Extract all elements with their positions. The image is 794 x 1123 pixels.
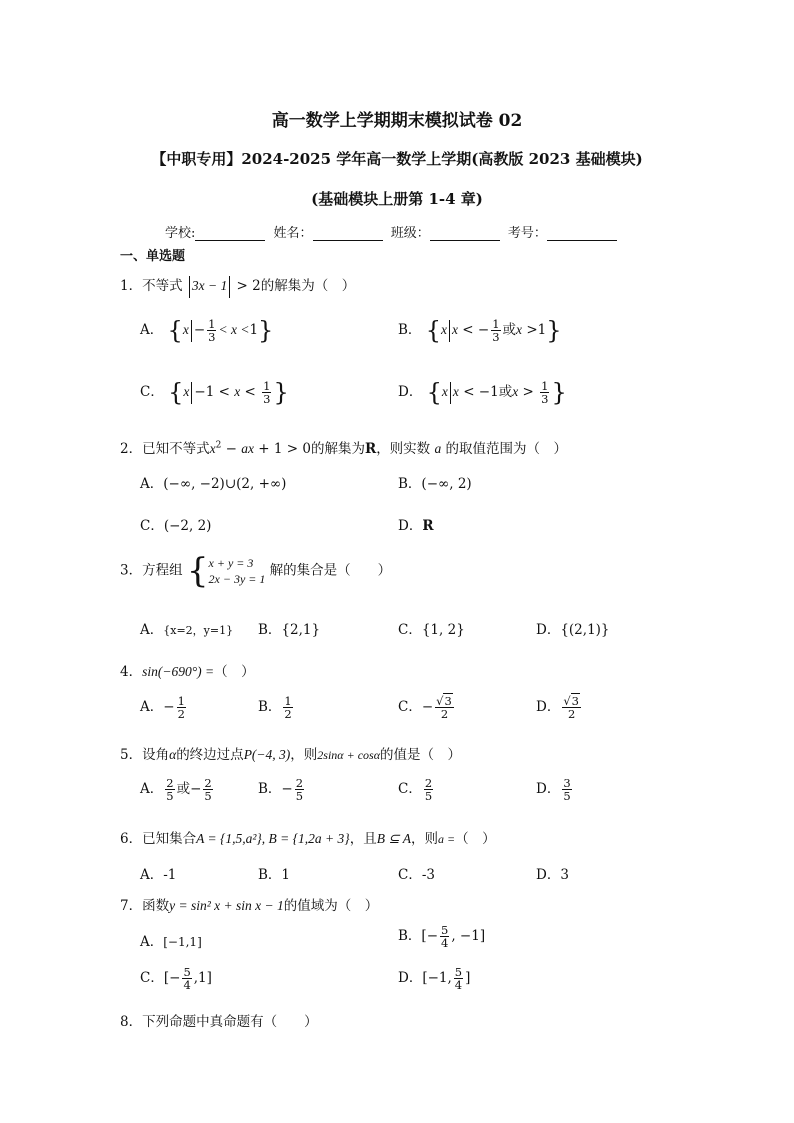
option-label: A． bbox=[140, 867, 164, 883]
option-b[interactable]: B．[− $\frac{5}{4}$ , −1] bbox=[398, 923, 486, 951]
option-d[interactable] bbox=[398, 514, 434, 534]
question-text: 下列命题中真命题有（ ） bbox=[142, 1014, 318, 1030]
option-value: 1 bbox=[281, 867, 291, 883]
option-label: B． bbox=[258, 867, 282, 883]
option-label: B． bbox=[258, 781, 282, 798]
question-8 bbox=[120, 1010, 318, 1030]
option-label: D． bbox=[398, 384, 423, 401]
question-4 bbox=[120, 660, 255, 680]
option-c[interactable]: C．[− $\frac{5}{4}$ ,1] bbox=[140, 965, 212, 993]
option-b[interactable] bbox=[258, 618, 320, 638]
option-label: C． bbox=[398, 622, 422, 638]
question-expression: > 2 bbox=[236, 278, 261, 294]
option-value: [−1,1] bbox=[163, 935, 202, 949]
option-label: D． bbox=[536, 781, 561, 798]
section-heading: 一、单选题 bbox=[120, 249, 186, 264]
or-text: 或 bbox=[176, 781, 191, 798]
option-d[interactable]: D． {x x < −1或x > $\frac{1}{3}$ } bbox=[398, 378, 567, 407]
option-label: C． bbox=[398, 867, 422, 883]
option-label: D． bbox=[398, 518, 423, 534]
exam-number-label: 考号： bbox=[507, 226, 547, 241]
question-text: 函数 bbox=[142, 898, 170, 914]
option-label: A． bbox=[140, 476, 164, 492]
question-text: 解的集合是（ ） bbox=[269, 562, 392, 579]
equation-row: 2x − 3y = 1 bbox=[208, 572, 266, 586]
option-c[interactable] bbox=[398, 863, 435, 883]
question-text: ，则实数 bbox=[376, 441, 431, 457]
question-expression: a = bbox=[438, 832, 456, 846]
name-blank bbox=[313, 228, 383, 241]
option-d[interactable]: D． $\frac{√3}{2}$ bbox=[536, 694, 579, 722]
option-label: C． bbox=[140, 518, 164, 534]
question-text: ，则 bbox=[411, 831, 439, 847]
question-text: （ ） bbox=[214, 664, 255, 680]
option-b[interactable] bbox=[258, 863, 290, 883]
option-label: D． bbox=[536, 622, 561, 638]
question-text: 的值域为（ ） bbox=[283, 898, 379, 914]
question-number: 4． bbox=[120, 664, 143, 680]
option-label: B． bbox=[258, 699, 282, 716]
option-value: 3 bbox=[560, 867, 569, 883]
option-d[interactable]: D．[−1, $\frac{5}{4}$ ] bbox=[398, 965, 471, 993]
question-expression: 2sinα + cosα bbox=[317, 748, 380, 762]
question-text: 的解集为（ ） bbox=[260, 278, 356, 294]
question-number: 1． bbox=[120, 278, 143, 294]
option-label: C． bbox=[140, 970, 164, 987]
option-d[interactable] bbox=[536, 618, 610, 638]
option-label: B． bbox=[258, 622, 282, 638]
option-label: A． bbox=[140, 934, 164, 950]
class-blank bbox=[430, 228, 500, 241]
question-text: 不等式 bbox=[142, 278, 183, 294]
option-value: {2,1} bbox=[281, 622, 321, 638]
option-b[interactable]: B．− $\frac{2}{5}$ bbox=[258, 776, 304, 804]
page-title: 高一数学上学期期末模拟试卷 02 bbox=[271, 111, 523, 131]
question-text: ，且 bbox=[349, 831, 377, 847]
option-label: D． bbox=[536, 699, 561, 716]
option-value: {x=2，y=1} bbox=[163, 624, 234, 637]
option-label: C． bbox=[140, 384, 164, 401]
option-label: C． bbox=[398, 781, 422, 798]
option-label: A． bbox=[140, 622, 164, 638]
option-a[interactable]: A． $\frac{2}{5}$ 或− $\frac{2}{5}$ bbox=[140, 776, 212, 804]
equation-row: x + y = 3 bbox=[208, 555, 254, 570]
question-text: 的取值范围为（ ） bbox=[445, 441, 568, 457]
question-text: 已知不等式 bbox=[142, 441, 210, 457]
option-label: D． bbox=[398, 970, 423, 987]
option-label: D． bbox=[536, 867, 561, 883]
question-expression: 3x − 1 bbox=[191, 278, 228, 293]
option-value: -1 bbox=[163, 867, 177, 883]
question-number: 6． bbox=[120, 831, 143, 847]
option-d[interactable] bbox=[536, 863, 569, 883]
page-subtitle-2: (基础模块上册第 1-4 章) bbox=[311, 190, 483, 208]
equation-system: { x + y = 3 2x − 3y = 1 bbox=[186, 551, 266, 591]
option-label: A． bbox=[140, 699, 164, 716]
option-b[interactable] bbox=[398, 472, 472, 492]
option-a[interactable]: A．− $\frac{1}{2}$ bbox=[140, 694, 185, 722]
option-a[interactable]: A． {x − $\frac{1}{3}$ < x <1} bbox=[140, 316, 274, 345]
real-set: R bbox=[364, 441, 377, 457]
question-5: 5．设角α的终边过点P(−4, 3)，则2sinα + cosα的值是（ ） bbox=[120, 747, 461, 763]
question-number: 3． bbox=[120, 562, 143, 579]
option-a[interactable] bbox=[140, 618, 233, 638]
exam-number-blank bbox=[547, 228, 617, 241]
option-value: (−2, 2) bbox=[163, 518, 212, 534]
option-label: A． bbox=[140, 781, 164, 798]
question-expression: B ⊆ A bbox=[376, 831, 412, 846]
question-number: 8． bbox=[120, 1014, 143, 1030]
question-text: 的解集为 bbox=[310, 441, 365, 457]
school-blank bbox=[195, 228, 265, 241]
option-value: R bbox=[422, 518, 434, 534]
question-expression: A = {1,5,a²}, B = {1,2a + 3} bbox=[196, 831, 350, 846]
option-value: {1, 2} bbox=[421, 622, 465, 638]
question-text: （ ） bbox=[455, 831, 496, 847]
question-text: 设角 bbox=[142, 747, 170, 763]
option-a[interactable] bbox=[140, 472, 286, 492]
class-label: 班级： bbox=[390, 226, 430, 241]
option-c[interactable] bbox=[398, 618, 465, 638]
option-d[interactable]: D． $\frac{3}{5}$ bbox=[536, 776, 571, 804]
option-label: B． bbox=[398, 476, 422, 492]
question-text: 方程组 bbox=[142, 562, 183, 579]
option-a[interactable] bbox=[140, 930, 202, 950]
student-info-row bbox=[165, 222, 621, 241]
option-value: {(2,1)} bbox=[560, 622, 610, 638]
school-label: 学校: bbox=[165, 226, 196, 241]
option-value: (−∞, 2) bbox=[421, 476, 472, 492]
or-text: 或 bbox=[498, 384, 513, 401]
question-text: 的值是（ ） bbox=[380, 747, 461, 763]
question-3 bbox=[120, 551, 392, 591]
question-1 bbox=[120, 274, 355, 298]
question-text: 已知集合 bbox=[142, 831, 197, 847]
question-7 bbox=[120, 894, 378, 914]
option-c[interactable] bbox=[140, 514, 211, 534]
question-text: 的终边过点 bbox=[176, 747, 244, 763]
page-subtitle: 【中职专用】2024-2025 学年高一数学上学期(高教版 2023 基础模块) bbox=[151, 150, 643, 168]
question-2: 2．已知不等式$x^2$ − ax + 1 > 0的解集为R，则实数 a 的取值范围为（ ） bbox=[120, 440, 568, 457]
name-label: 姓名： bbox=[273, 226, 313, 241]
option-c[interactable]: C．− $\frac{√3}{2}$ bbox=[398, 694, 452, 722]
question-number: 2． bbox=[120, 441, 143, 457]
option-c[interactable]: C． {x −1 < x < $\frac{1}{3}$ } bbox=[140, 378, 289, 407]
option-label: C． bbox=[398, 699, 422, 716]
question-expression: sin(−690°) = bbox=[142, 664, 215, 679]
question-number: 5． bbox=[120, 747, 143, 763]
question-expression: y = sin² x + sin x − 1 bbox=[169, 898, 284, 913]
question-text: ，则 bbox=[290, 747, 318, 763]
option-label: B． bbox=[398, 928, 422, 945]
question-6 bbox=[120, 827, 496, 847]
question-expression: P(−4, 3) bbox=[243, 747, 291, 762]
option-a[interactable] bbox=[140, 863, 176, 883]
option-label: B． bbox=[398, 322, 422, 339]
option-c[interactable]: C． $\frac{2}{5}$ bbox=[398, 776, 433, 804]
option-b[interactable]: B． $\frac{1}{2}$ bbox=[258, 694, 292, 722]
or-text: 或 bbox=[502, 322, 517, 339]
question-number: 7． bbox=[120, 898, 143, 914]
option-label: A． bbox=[140, 322, 164, 339]
option-value: -3 bbox=[421, 867, 435, 883]
option-value: (−∞, −2)∪(2, +∞) bbox=[163, 476, 287, 492]
option-b[interactable]: B． {x x < − $\frac{1}{3}$ 或x >1} bbox=[398, 316, 562, 345]
